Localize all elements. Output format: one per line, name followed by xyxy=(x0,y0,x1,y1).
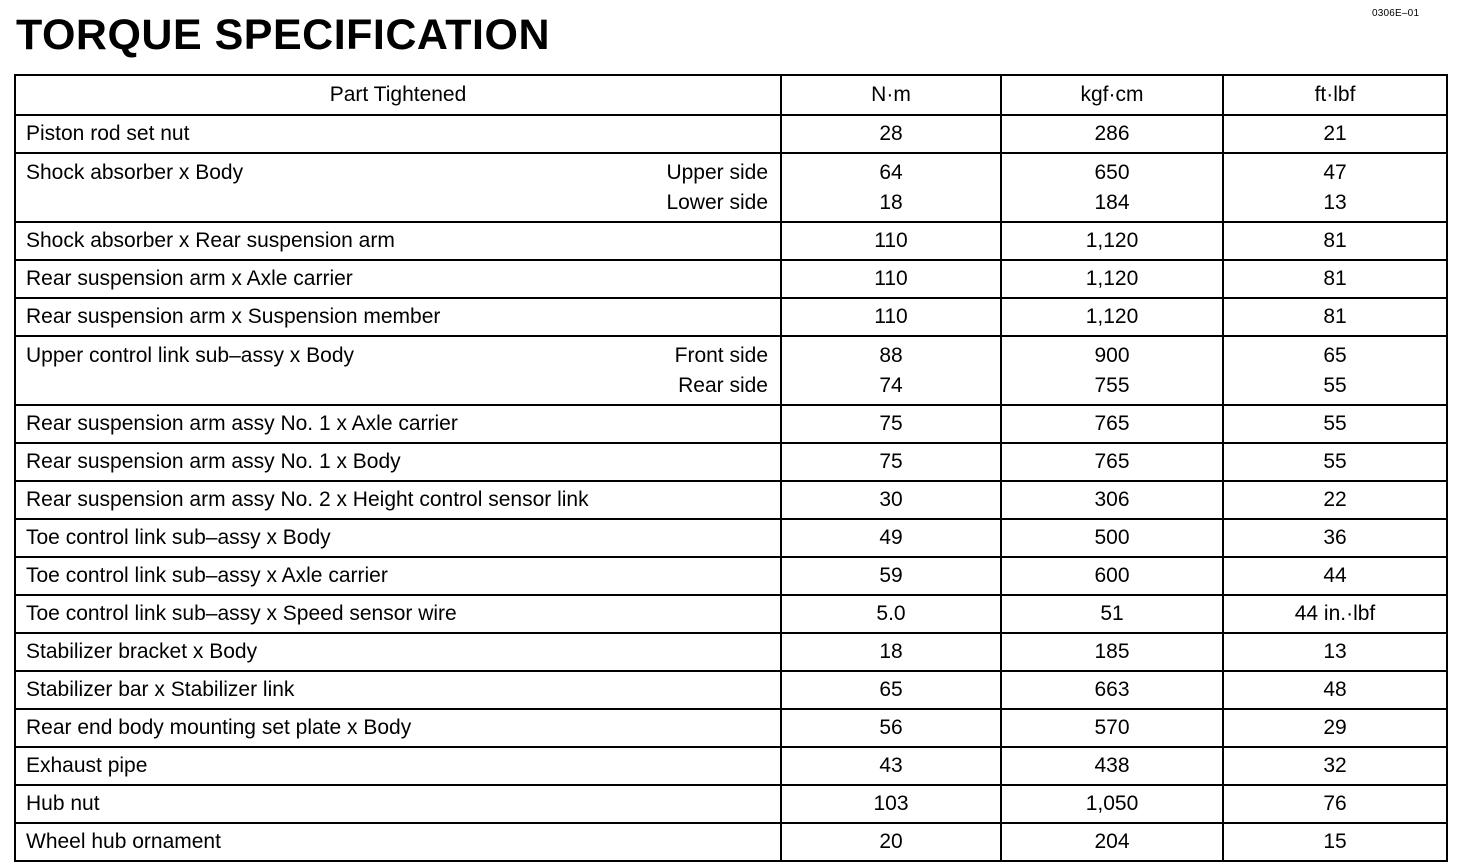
header-ft-lbf: ft·lbf xyxy=(1223,75,1447,115)
ft-lbf-value: 81 xyxy=(1223,222,1447,260)
kgf-cm-value: 755 xyxy=(1094,373,1130,397)
ft-lbf-value: 13 xyxy=(1223,633,1447,671)
ft-lbf-value: 55 xyxy=(1323,373,1347,397)
kgf-cm-value: 204 xyxy=(1001,823,1223,861)
part-cell xyxy=(15,298,781,336)
part-name: Stabilizer bracket x Body xyxy=(26,640,258,663)
position-labels xyxy=(675,341,768,401)
part-cell xyxy=(15,785,781,823)
part-name: Rear end body mounting set plate x Body xyxy=(26,716,412,739)
ft-lbf-value: 21 xyxy=(1223,115,1447,153)
nm-value: 20 xyxy=(781,823,1001,861)
nm-value: 65 xyxy=(781,671,1001,709)
table-row xyxy=(15,298,1447,336)
kgf-cm-value: 184 xyxy=(1094,190,1130,214)
nm-value: 28 xyxy=(781,115,1001,153)
kgf-cm-value: 900 xyxy=(1094,343,1130,367)
nm-value: 110 xyxy=(781,222,1001,260)
table-row xyxy=(15,336,1447,405)
nm-value-cell xyxy=(781,336,1001,405)
ft-lbf-value: 36 xyxy=(1223,519,1447,557)
ft-lbf-value: 65 xyxy=(1323,343,1347,367)
kgf-cm-value: 1,120 xyxy=(1001,222,1223,260)
kgf-cm-value: 570 xyxy=(1001,709,1223,747)
part-cell xyxy=(15,481,781,519)
ft-lbf-value: 15 xyxy=(1223,823,1447,861)
part-cell xyxy=(15,671,781,709)
nm-value: 18 xyxy=(879,190,903,214)
part-name: Rear suspension arm x Suspension member xyxy=(26,305,441,328)
kgf-cm-value: 500 xyxy=(1001,519,1223,557)
part-name: Stabilizer bar x Stabilizer link xyxy=(26,678,295,701)
part-name: Upper control link sub–assy x Body xyxy=(26,343,354,367)
nm-value: 43 xyxy=(781,747,1001,785)
position-label: Lower side xyxy=(666,190,768,214)
part-name: Hub nut xyxy=(26,792,100,815)
table-row xyxy=(15,519,1447,557)
part-cell xyxy=(15,747,781,785)
header-nm: N·m xyxy=(781,75,1001,115)
page-title: TORQUE SPECIFICATION xyxy=(16,11,550,59)
kgf-cm-value: 1,120 xyxy=(1001,298,1223,336)
table-row xyxy=(15,747,1447,785)
kgf-cm-value: 1,050 xyxy=(1001,785,1223,823)
part-cell xyxy=(15,115,781,153)
nm-value: 74 xyxy=(879,373,903,397)
part-name: Toe control link sub–assy x Speed sensor wire xyxy=(26,602,457,625)
table-row xyxy=(15,405,1447,443)
table-row xyxy=(15,153,1447,222)
table-row xyxy=(15,481,1447,519)
part-cell xyxy=(15,443,781,481)
nm-value: 5.0 xyxy=(781,595,1001,633)
table-row xyxy=(15,671,1447,709)
position-label: Rear side xyxy=(678,373,768,397)
part-cell xyxy=(15,633,781,671)
ft-lbf-value: 76 xyxy=(1223,785,1447,823)
ft-lbf-value: 22 xyxy=(1223,481,1447,519)
nm-value: 103 xyxy=(781,785,1001,823)
nm-value: 49 xyxy=(781,519,1001,557)
ft-lbf-value: 81 xyxy=(1223,298,1447,336)
table-row xyxy=(15,785,1447,823)
document-code: 0306E–01 xyxy=(1372,8,1420,19)
part-name: Rear suspension arm assy No. 1 x Axle carrier xyxy=(26,412,458,435)
ft-lbf-value: 55 xyxy=(1223,405,1447,443)
table-row xyxy=(15,823,1447,861)
position-labels xyxy=(666,158,768,218)
ft-lbf-value: 47 xyxy=(1323,160,1347,184)
nm-value: 56 xyxy=(781,709,1001,747)
ft-lbf-value: 29 xyxy=(1223,709,1447,747)
kgf-cm-value: 438 xyxy=(1001,747,1223,785)
kgf-cm-value: 306 xyxy=(1001,481,1223,519)
ft-lbf-value: 48 xyxy=(1223,671,1447,709)
kgf-cm-value: 286 xyxy=(1001,115,1223,153)
kgf-cm-value: 1,120 xyxy=(1001,260,1223,298)
part-name: Wheel hub ornament xyxy=(26,830,221,853)
ft-lbf-value: 44 xyxy=(1223,557,1447,595)
part-name: Rear suspension arm assy No. 2 x Height control sensor link xyxy=(26,488,589,511)
kgf-cm-value: 51 xyxy=(1001,595,1223,633)
part-cell xyxy=(15,823,781,861)
kgf-cm-value: 650 xyxy=(1094,160,1130,184)
ft-lbf-value-cell xyxy=(1223,153,1447,222)
part-cell xyxy=(15,709,781,747)
table-row xyxy=(15,709,1447,747)
part-name: Toe control link sub–assy x Axle carrier xyxy=(26,564,388,587)
kgf-cm-value: 765 xyxy=(1001,405,1223,443)
ft-lbf-value: 81 xyxy=(1223,260,1447,298)
part-cell xyxy=(15,595,781,633)
nm-value: 110 xyxy=(781,298,1001,336)
kgf-cm-value-cell xyxy=(1001,153,1223,222)
part-cell xyxy=(15,222,781,260)
part-cell xyxy=(15,557,781,595)
nm-value: 110 xyxy=(781,260,1001,298)
table-row xyxy=(15,260,1447,298)
part-name: Shock absorber x Body xyxy=(26,160,244,184)
part-name: Rear suspension arm assy No. 1 x Body xyxy=(26,450,401,473)
nm-value: 18 xyxy=(781,633,1001,671)
kgf-cm-value: 600 xyxy=(1001,557,1223,595)
part-cell xyxy=(15,519,781,557)
table-row xyxy=(15,557,1447,595)
ft-lbf-value: 13 xyxy=(1323,190,1347,214)
part-cell xyxy=(15,260,781,298)
nm-value: 30 xyxy=(781,481,1001,519)
part-name: Toe control link sub–assy x Body xyxy=(26,526,331,549)
table-row xyxy=(15,115,1447,153)
nm-value: 75 xyxy=(781,443,1001,481)
position-label: Front side xyxy=(674,343,768,367)
nm-value: 75 xyxy=(781,405,1001,443)
ft-lbf-value: 55 xyxy=(1223,443,1447,481)
ft-lbf-value-cell xyxy=(1223,336,1447,405)
kgf-cm-value-cell xyxy=(1001,336,1223,405)
table-row xyxy=(15,633,1447,671)
nm-value: 59 xyxy=(781,557,1001,595)
part-name: Shock absorber x Rear suspension arm xyxy=(26,229,395,252)
table-row xyxy=(15,222,1447,260)
header-kgf-cm: kgf·cm xyxy=(1001,75,1223,115)
position-label: Upper side xyxy=(666,160,768,184)
nm-value: 88 xyxy=(879,343,903,367)
part-cell xyxy=(15,405,781,443)
table-row xyxy=(15,595,1447,633)
part-cell xyxy=(15,153,781,222)
part-name: Rear suspension arm x Axle carrier xyxy=(26,267,353,290)
kgf-cm-value: 765 xyxy=(1001,443,1223,481)
header-part-tightened: Part Tightened xyxy=(15,75,781,115)
table-body xyxy=(15,115,1447,861)
kgf-cm-value: 185 xyxy=(1001,633,1223,671)
ft-lbf-value: 44 in.·lbf xyxy=(1223,595,1447,633)
ft-lbf-value: 32 xyxy=(1223,747,1447,785)
torque-table xyxy=(14,74,1448,862)
part-name: Exhaust pipe xyxy=(26,754,148,777)
part-cell xyxy=(15,336,781,405)
kgf-cm-value: 663 xyxy=(1001,671,1223,709)
table-row xyxy=(15,443,1447,481)
part-name: Piston rod set nut xyxy=(26,122,190,145)
nm-value-cell xyxy=(781,153,1001,222)
table-header-row xyxy=(15,75,1447,115)
nm-value: 64 xyxy=(879,160,903,184)
